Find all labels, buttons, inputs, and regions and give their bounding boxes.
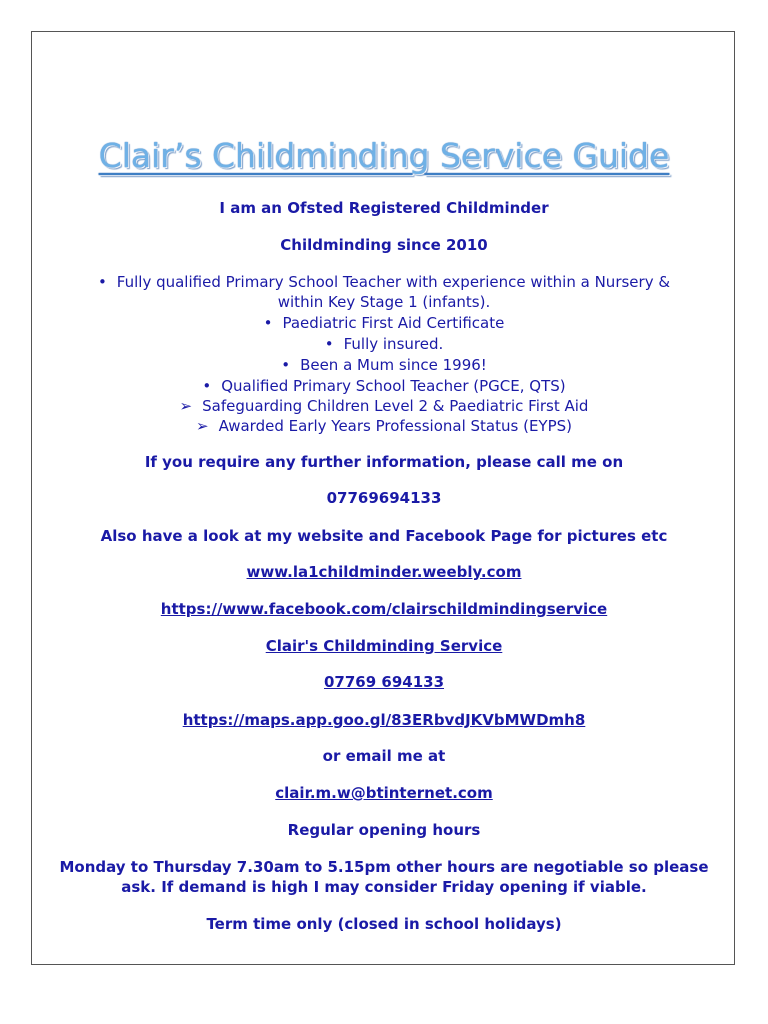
bullet-text: Qualified Primary School Teacher (PGCE, QTS) [221,377,566,395]
childminding-since: Childminding since 2010 [280,236,488,254]
bullet-text: Paediatric First Aid Certificate [282,314,505,332]
bullet-text: Fully insured. [343,335,444,353]
bullet-qualified-teacher-line2: within Key Stage 1 (infants). [277,293,491,311]
bullet-insured [40,334,728,354]
further-info-text: If you require any further information, please call me on [144,453,624,471]
email-intro: or email me at [322,747,446,765]
facebook-link[interactable]: https://www.facebook.com/clairschildmindingservice [160,600,608,618]
bullet-safeguarding [40,396,728,416]
email-link[interactable]: clair.m.w@btinternet.com [275,784,493,802]
bullet-text: Been a Mum since 1996! [300,356,487,374]
bullet-arrow-icon: ➢ [179,397,193,415]
opening-hours-line2: ask. If demand is high I may consider Friday opening if viable. [121,878,647,896]
bullet-text: Fully qualified Primary School Teacher with experience within a Nursery & [116,273,671,291]
bullet-dot-icon: • [97,273,107,291]
bullet-mum [40,355,728,375]
bullet-qualified [40,376,728,396]
bullet-dot-icon: • [202,377,212,395]
opening-hours-line1: Monday to Thursday 7.30am to 5.15pm other hours are negotiable so please [59,858,709,876]
maps-link[interactable]: https://maps.app.goo.gl/83ERbvdJKVbMWDmh8 [182,711,586,729]
page-title: Clair’s Childminding Service Guide [98,136,670,175]
phone-number: 07769694133 [326,489,442,507]
bullet-eyps [40,416,728,436]
registered-statement: I am an Ofsted Registered Childminder [219,199,549,217]
bullet-dot-icon: • [281,356,291,374]
website-link[interactable]: www.la1childminder.weebly.com [246,563,522,581]
bullet-first-aid [40,313,728,333]
opening-hours-heading: Regular opening hours [287,821,481,839]
website-intro: Also have a look at my website and Facebook Page for pictures etc [100,527,668,545]
bullet-text: Awarded Early Years Professional Status (EYPS) [218,417,572,435]
bullet-text: Safeguarding Children Level 2 & Paediatric First Aid [202,397,589,415]
term-time-note: Term time only (closed in school holidays) [206,915,562,933]
bullet-dot-icon: • [324,335,334,353]
bullet-qualified-teacher-line1 [40,272,728,292]
service-link[interactable]: Clair's Childminding Service [265,637,503,655]
phone-link[interactable]: 07769 694133 [323,673,445,691]
bullet-dot-icon: • [263,314,273,332]
bullet-arrow-icon: ➢ [195,417,209,435]
